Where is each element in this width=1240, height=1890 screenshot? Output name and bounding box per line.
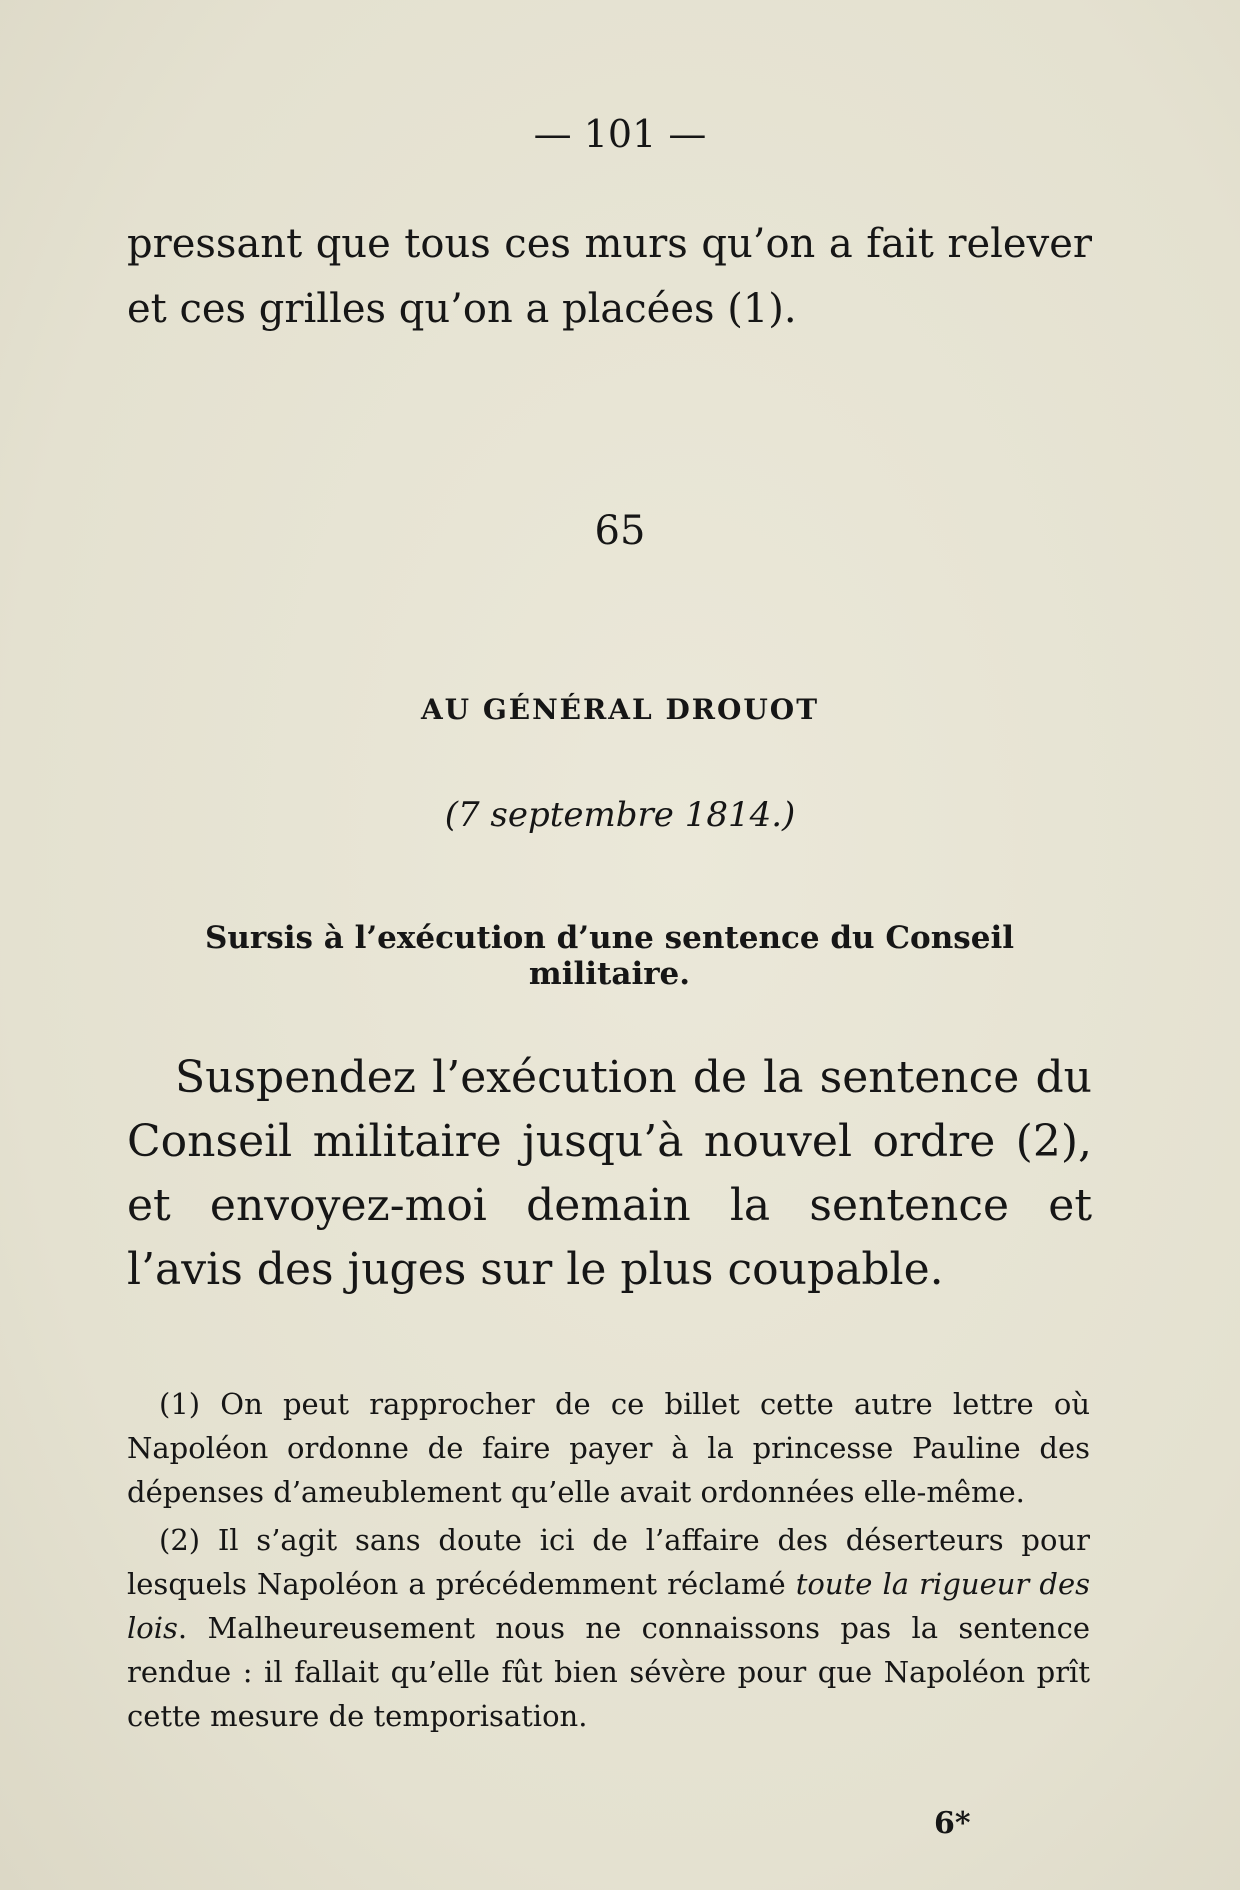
carry-over-paragraph: pressant que tous ces murs qu’on a fait relever et ces grilles qu’on a placées (1). [127,221,1092,332]
footnote-2-italic-quote: toute la rigueur des lois [127,1567,1090,1645]
letter-number: 65 [594,508,646,554]
letter-date: (7 septembre 1814.) [444,795,796,835]
footnotes [127,1382,1090,1742]
footnote-2 [127,1518,1090,1738]
printer-signature-mark: 6* [934,1806,971,1841]
letter-summary: Sursis à l’exécution d’une sentence du Conseil militaire. [205,920,1014,992]
page-number: — 101 — [533,112,707,156]
footnote-2-text-end: . Malheureusement nous ne connaissons pas la sentence rendue : il fallait qu’elle fût bien sévère pour que Napoléon prît cette mesure de temporisation. [127,1611,1090,1733]
letter-body: Suspendez l’exécution de la sentence du Conseil militaire jusqu’à nouvel ordre (2), et envoyez-moi demain la sentence et l’avis des juges sur le plus coupable. [127,1052,1092,1295]
footnote-1: (1) On peut rapprocher de ce billet cette autre lettre où Napoléon ordonne de faire payer à la princesse Pauline des dépenses d’ameublement qu’elle avait ordonnées elle-même. [127,1387,1090,1509]
letter-recipient-heading: AU GÉNÉRAL DROUOT [420,693,820,726]
footnote-2-text-start: (2) Il s’agit sans doute ici de l’affaire des déserteurs pour lesquels Napoléon a précédemment réclamé [127,1523,1090,1601]
